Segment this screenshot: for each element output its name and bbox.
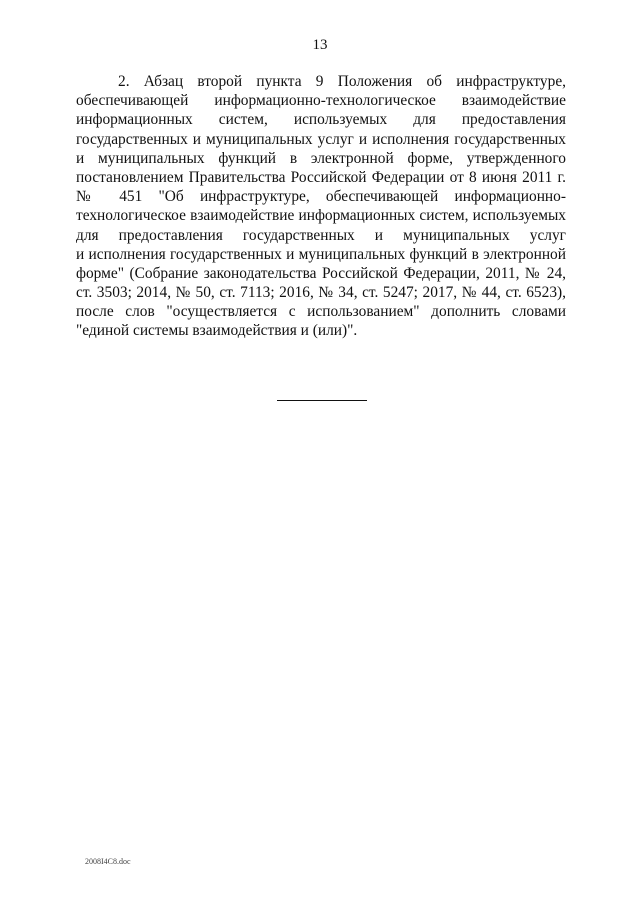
end-divider: [277, 400, 367, 401]
page-number: 13: [312, 37, 328, 53]
paragraph-line: "единой системы взаимодействия и (или)".: [76, 322, 358, 340]
document-paragraph: [76, 72, 566, 341]
paragraph-line: информационных систем, используемых для предоставления: [76, 111, 566, 129]
paragraph-line: постановлением Правительства Российской Федерации от 8 июня 2011 г.: [76, 168, 566, 186]
footer-file-code: 2008I4C8.doc: [85, 857, 131, 866]
paragraph-line: государственных и муниципальных услуг и исполнения государственных: [76, 130, 566, 148]
paragraph-line: ст. 3503; 2014, № 50, ст. 7113; 2016, № 34, ст. 5247; 2017, № 44, ст. 6523),: [76, 284, 566, 302]
paragraph-line: и муниципальных функций в электронной форме, утвержденного: [76, 149, 566, 167]
paragraph-line: и исполнения государственных и муниципальных функций в электронной: [76, 245, 566, 263]
paragraph-line: форме" (Собрание законодательства Российской Федерации, 2011, № 24,: [76, 264, 566, 282]
paragraph-line: технологическое взаимодействие информационных систем, используемых: [76, 207, 566, 225]
paragraph-line: после слов "осуществляется с использованием" дополнить словами: [76, 303, 566, 321]
paragraph-line: 2. Абзац второй пункта 9 Положения об инфраструктуре,: [118, 73, 566, 90]
paragraph-line: обеспечивающей информационно-технологическое взаимодействие: [76, 92, 566, 110]
paragraph-line: № 451 "Об инфраструктуре, обеспечивающей информационно-: [76, 188, 566, 206]
paragraph-line: для предоставления государственных и муниципальных услуг: [76, 226, 566, 244]
